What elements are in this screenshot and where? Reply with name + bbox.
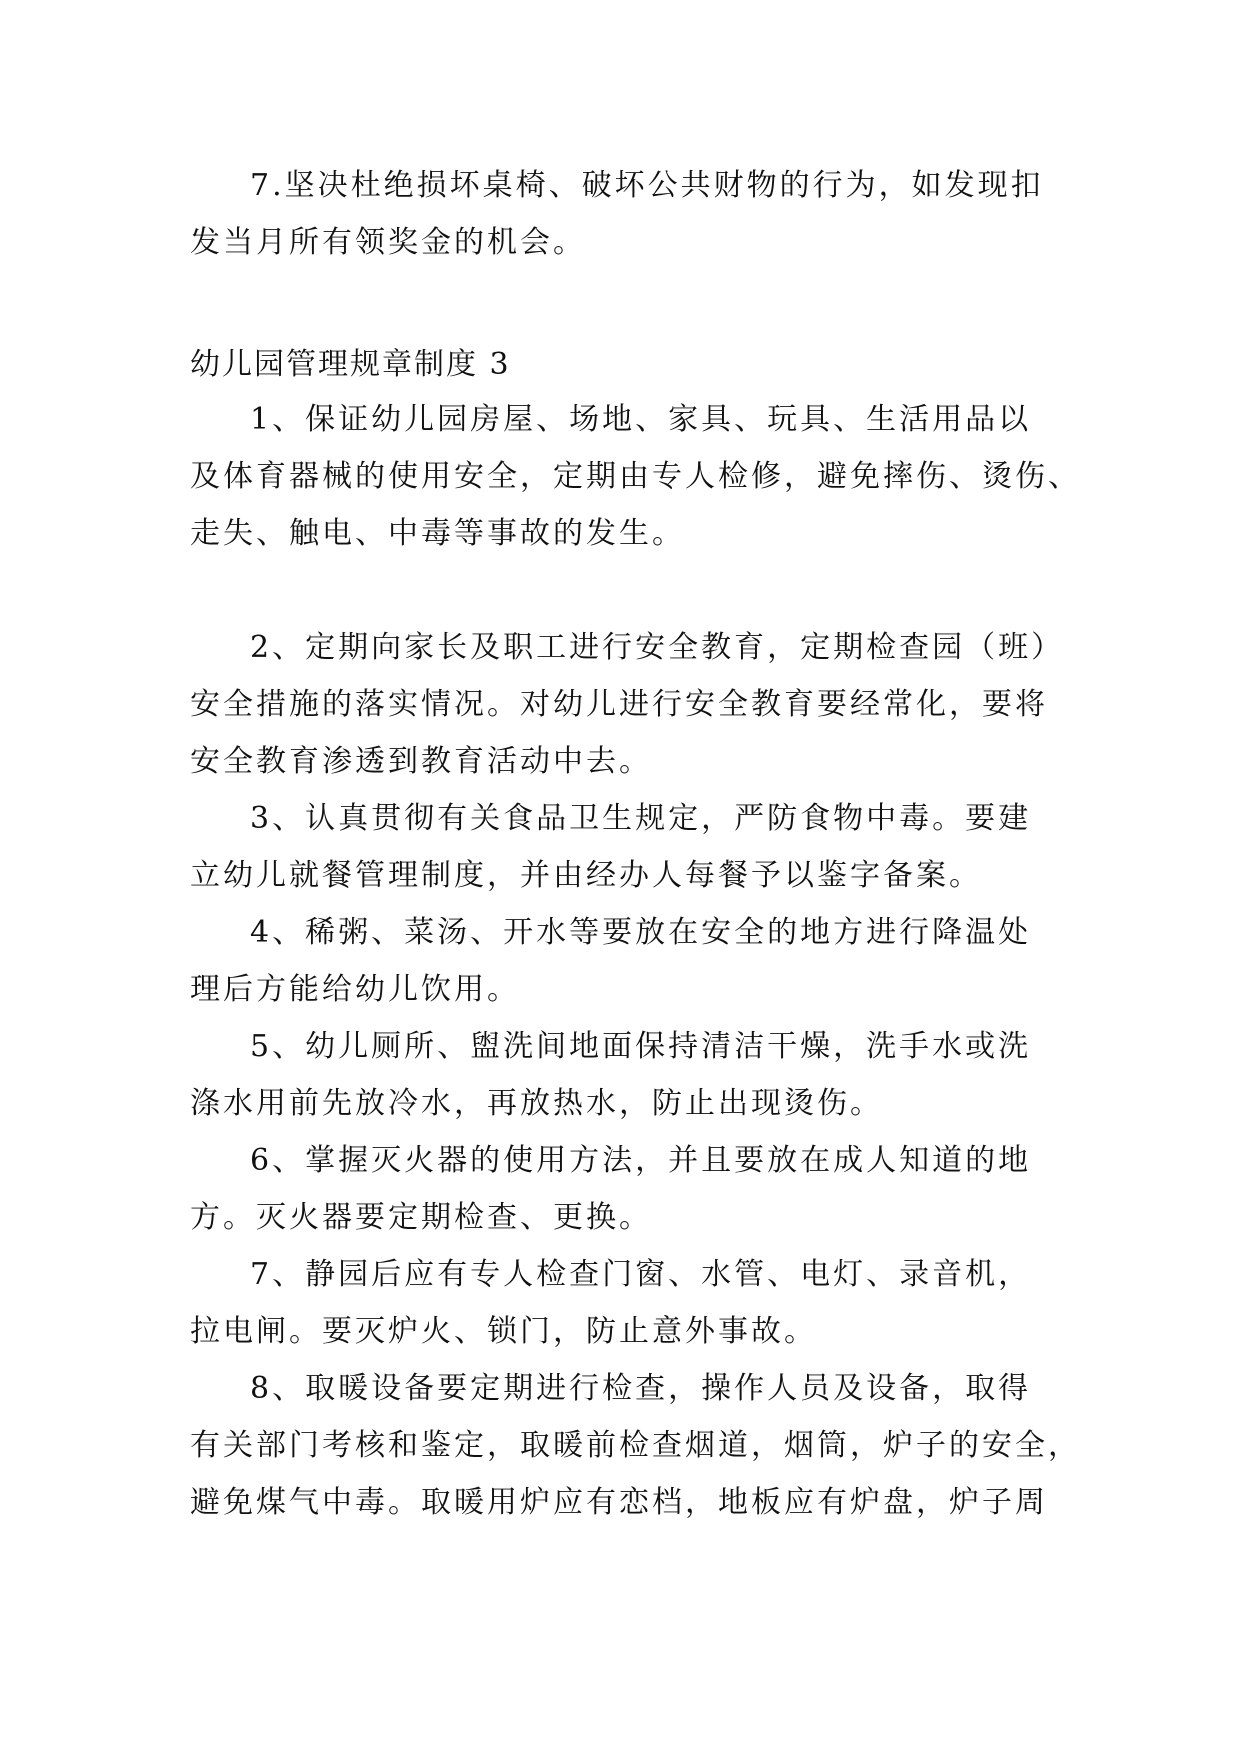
paragraph-line: 有关部门考核和鉴定，取暖前检查烟道，烟筒，炉子的安全， <box>190 1428 1081 1463</box>
section-heading: 幼儿园管理规章制度 3 <box>190 347 511 382</box>
paragraph-line: 2、定期向家长及职工进行安全教育，定期检查园（班） <box>250 630 1065 665</box>
paragraph-line: 发当月所有领奖金的机会。 <box>190 225 586 260</box>
paragraph-line: 5、幼儿厕所、盥洗间地面保持清洁干燥，洗手水或洗 <box>250 1029 1032 1064</box>
paragraph-line: 7.坚决杜绝损坏桌椅、破坏公共财物的行为，如发现扣 <box>250 168 1044 203</box>
paragraph-line: 6、掌握灭火器的使用方法，并且要放在成人知道的地 <box>250 1143 1032 1178</box>
paragraph-line: 走失、触电、中毒等事故的发生。 <box>190 516 685 551</box>
paragraph-line: 安全教育渗透到教育活动中去。 <box>190 744 652 779</box>
paragraph-line: 及体育器械的使用安全，定期由专人检修，避免摔伤、烫伤、 <box>190 459 1081 494</box>
paragraph-line: 3、认真贯彻有关食品卫生规定，严防食物中毒。要建 <box>250 801 1032 836</box>
paragraph-line: 拉电闸。要灭炉火、锁门，防止意外事故。 <box>190 1314 817 1349</box>
paragraph-line: 立幼儿就餐管理制度，并由经办人每餐予以鉴字备案。 <box>190 858 982 893</box>
paragraph-line: 安全措施的落实情况。对幼儿进行安全教育要经常化，要将 <box>190 687 1048 722</box>
paragraph-line: 4、稀粥、菜汤、开水等要放在安全的地方进行降温处 <box>250 915 1032 950</box>
paragraph-line: 避免煤气中毒。取暖用炉应有恋档，地板应有炉盘，炉子周 <box>190 1485 1048 1520</box>
paragraph-line: 理后方能给幼儿饮用。 <box>190 972 520 1007</box>
paragraph-line: 涤水用前先放冷水，再放热水，防止出现烫伤。 <box>190 1086 883 1121</box>
paragraph-line: 1、保证幼儿园房屋、场地、家具、玩具、生活用品以 <box>250 402 1032 437</box>
paragraph-line: 8、取暖设备要定期进行检查，操作人员及设备，取得 <box>250 1371 1032 1406</box>
paragraph-line: 方。灭火器要定期检查、更换。 <box>190 1200 652 1235</box>
paragraph-line: 7、静园后应有专人检查门窗、水管、电灯、录音机， <box>250 1257 1032 1292</box>
